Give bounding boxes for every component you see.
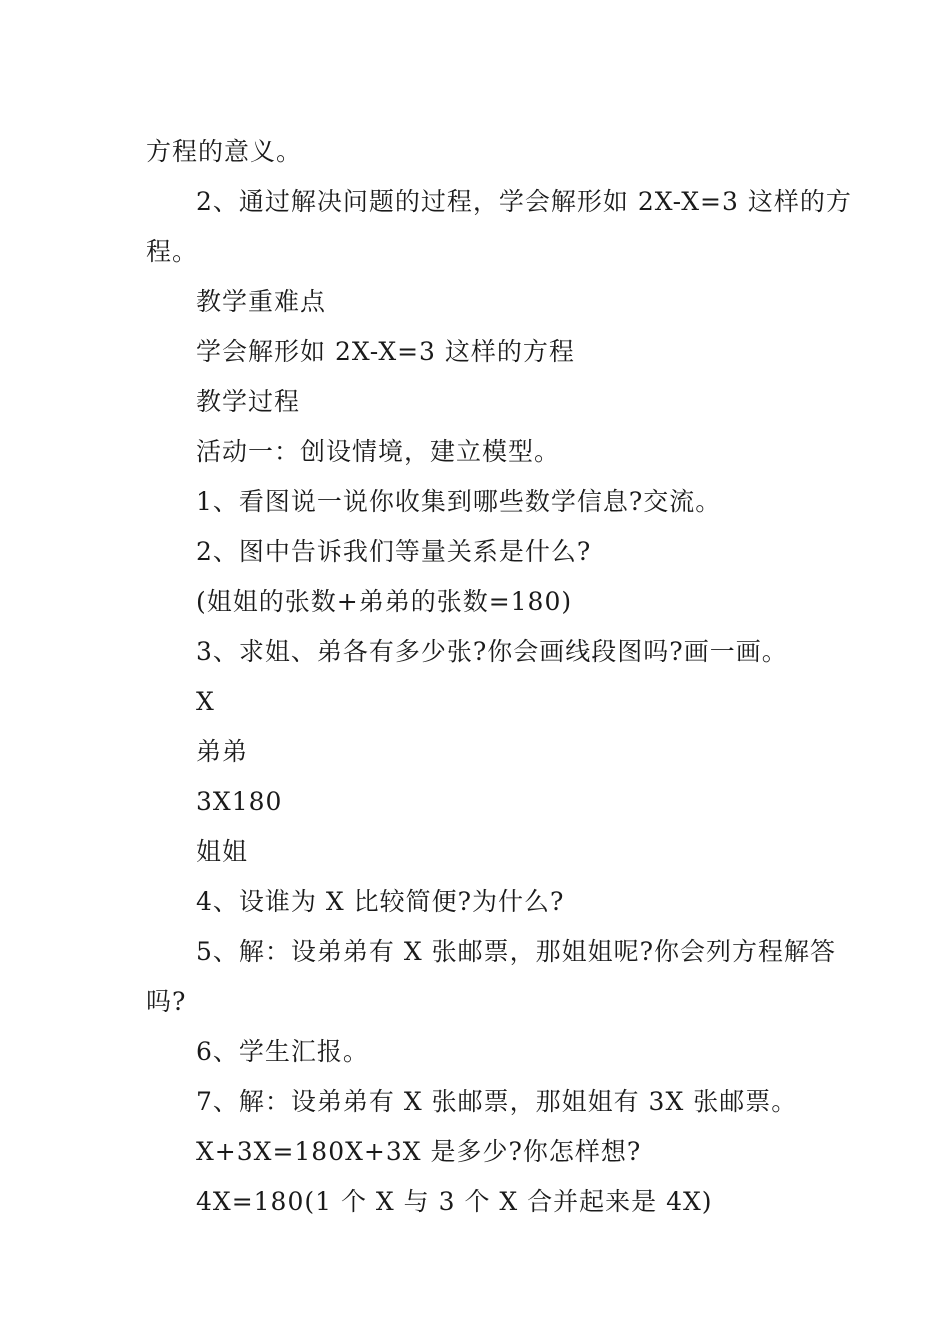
heading-key-points: 教学重难点	[196, 287, 327, 316]
text-line-key-point: 学会解形如 2X-X=3 这样的方程	[196, 337, 575, 366]
text-line-step-5: 5、解：设弟弟有 X 张邮票，那姐姐呢?你会列方程解答	[196, 937, 837, 966]
text-line-3x-label: 3X180	[196, 787, 283, 816]
text-line-step-5-cont: 吗?	[146, 987, 187, 1016]
text-line-x-label: X	[196, 687, 215, 716]
text-line-step-3: 3、求姐、弟各有多少张?你会画线段图吗?画一画。	[196, 637, 788, 666]
text-line-goal-2: 2、通过解决问题的过程，学会解形如 2X-X=3 这样的方	[196, 187, 852, 216]
text-line-step-7: 7、解：设弟弟有 X 张邮票，那姐姐有 3X 张邮票。	[196, 1087, 798, 1116]
heading-activity-1: 活动一：创设情境，建立模型。	[196, 437, 561, 466]
text-line-equation-1: X+3X=180X+3X 是多少?你怎样想?	[196, 1137, 642, 1166]
text-line-meaning: 方程的意义。	[146, 137, 303, 166]
text-line-sister-label: 姐姐	[196, 837, 249, 866]
text-line-step-2: 2、图中告诉我们等量关系是什么?	[196, 537, 592, 566]
text-line-equation-hint: (姐姐的张数+弟弟的张数=180)	[196, 587, 573, 616]
text-line-step-1: 1、看图说一说你收集到哪些数学信息?交流。	[196, 487, 722, 516]
text-line-brother-label: 弟弟	[196, 737, 249, 766]
text-line-step-6: 6、学生汇报。	[196, 1037, 369, 1066]
text-line-equation-2: 4X=180(1 个 X 与 3 个 X 合并起来是 4X)	[196, 1187, 713, 1216]
heading-teaching-process: 教学过程	[196, 387, 301, 416]
text-line-step-4: 4、设谁为 X 比较简便?为什么?	[196, 887, 565, 916]
text-line-goal-2-cont: 程。	[146, 237, 199, 266]
